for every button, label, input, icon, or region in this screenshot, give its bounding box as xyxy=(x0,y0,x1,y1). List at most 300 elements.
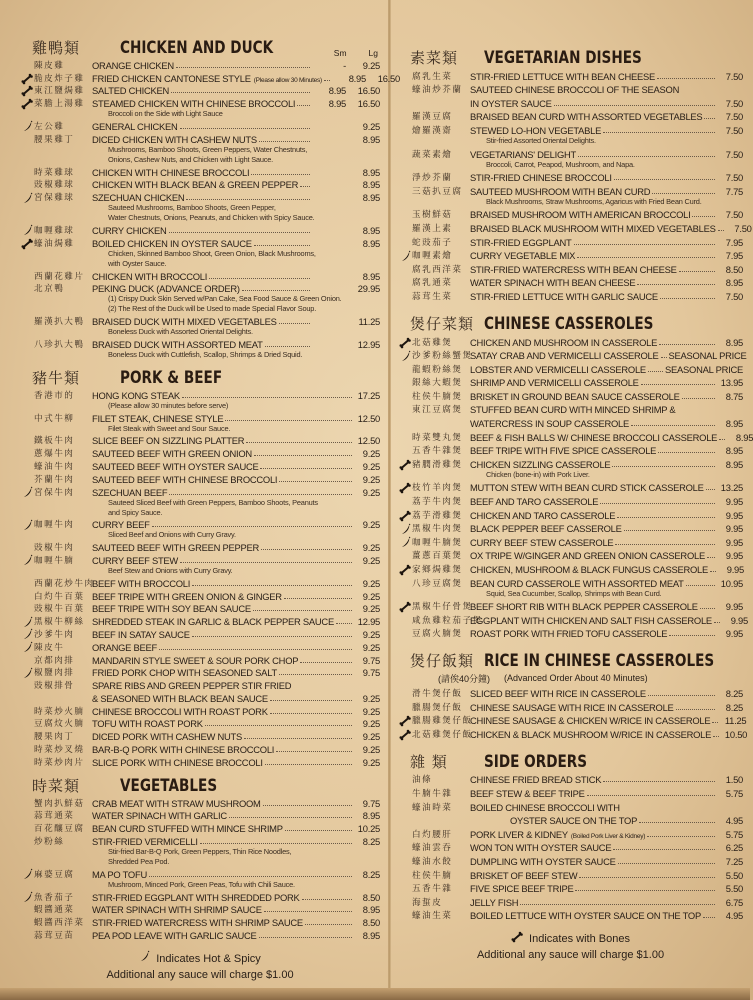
menu-item[interactable] xyxy=(398,122,743,136)
menu-item[interactable] xyxy=(398,402,743,416)
item-name: SZECHUAN CHICKEN xyxy=(92,192,185,204)
menu-item[interactable] xyxy=(398,248,743,262)
menu-item[interactable] xyxy=(398,288,743,302)
menu-item[interactable] xyxy=(398,220,752,234)
item-price: 1.50 xyxy=(725,774,743,786)
item-chinese-name: 豉椒牛百葉 xyxy=(34,604,85,615)
menu-item[interactable] xyxy=(20,729,380,742)
item-price: 6.75 xyxy=(725,896,743,908)
section-chinese-title: 煲仔菜類 xyxy=(410,314,475,333)
dot-leader xyxy=(246,442,352,443)
menu-item[interactable] xyxy=(20,576,380,589)
subtitle-chinese: (請俟40分鐘) xyxy=(438,673,491,684)
dot-leader xyxy=(660,298,715,299)
item-name: WATER SPINACH WITH BEAN CHEESE xyxy=(470,277,636,289)
mark-spacer xyxy=(20,543,34,553)
item-description: Filet Steak with Sweet and Sour Sauce. xyxy=(108,423,231,433)
item-price-large: 8.95 xyxy=(362,166,380,178)
item-name: WATER SPINACH WITH SHRIMP SAUCE xyxy=(92,904,262,916)
item-price: 8.25 xyxy=(725,687,743,699)
menu-item[interactable] xyxy=(20,485,380,498)
menu-item[interactable] xyxy=(398,480,743,494)
item-name: BEEF TRIPE WITH SOY BEAN SAUCE xyxy=(92,603,251,615)
menu-item[interactable] xyxy=(20,269,380,282)
item-chinese-name: 蠔油雲吞 xyxy=(412,843,453,854)
menu-item[interactable] xyxy=(20,640,380,653)
dot-leader xyxy=(200,843,352,844)
mark-spacer xyxy=(398,689,412,699)
item-description: Squid, Sea Cucumber, Scallop, Shrimps with Bean Curd. xyxy=(486,588,662,598)
dot-leader xyxy=(259,937,352,938)
menu-item[interactable] xyxy=(398,772,743,786)
mark-spacer xyxy=(20,707,34,717)
item-chinese-name: 魚香茄子 xyxy=(34,892,75,903)
section-header xyxy=(398,36,743,68)
menu-item[interactable] xyxy=(20,796,380,809)
item-name: STIR-FRIED WATERCRESS WITH BEAN CHEESE xyxy=(470,263,677,275)
item-price: 9.25 xyxy=(362,641,380,653)
menu-item[interactable] xyxy=(398,726,748,740)
menu-item[interactable] xyxy=(20,653,380,666)
menu-item[interactable] xyxy=(20,96,380,109)
dot-leader xyxy=(300,662,352,663)
chili-pepper-icon xyxy=(398,251,412,261)
item-name-text: FRIED CHICKEN CANTONESE STYLE xyxy=(92,72,251,84)
item-name: SALTED CHICKEN xyxy=(92,85,170,97)
dot-leader xyxy=(669,635,715,636)
item-price-large: 8.95 xyxy=(362,179,380,191)
menu-item[interactable] xyxy=(398,207,743,221)
menu-item[interactable] xyxy=(398,146,743,160)
menu-item[interactable] xyxy=(20,71,400,84)
menu-item[interactable] xyxy=(398,534,743,548)
dot-leader xyxy=(615,544,715,545)
item-chinese-name: 沙爹粉絲蟹煲 xyxy=(412,351,473,362)
mark-spacer xyxy=(20,462,34,472)
item-price: 8.95 xyxy=(725,336,743,348)
item-chinese-name: 咖喱牛腩煲 xyxy=(412,537,463,548)
item-name: ROAST PORK WITH FRIED TOFU CASSEROLE xyxy=(470,628,668,640)
menu-item[interactable] xyxy=(20,704,380,717)
dot-leader xyxy=(603,781,715,782)
mark-spacer xyxy=(398,911,412,921)
bone-icon xyxy=(398,602,412,612)
mark-spacer xyxy=(398,224,412,234)
item-chinese-name: 蔥爆牛肉 xyxy=(34,449,75,460)
dot-leader xyxy=(579,877,715,878)
menu-item[interactable] xyxy=(398,548,743,562)
item-chinese-name: 炒粉絲 xyxy=(34,837,65,848)
item-chinese-name: 龍蝦粉絲煲 xyxy=(412,364,463,375)
menu-item[interactable] xyxy=(398,261,743,275)
item-chinese-name: 油條 xyxy=(412,775,433,786)
mark-spacer xyxy=(20,340,34,350)
dot-leader xyxy=(554,105,715,106)
item-name: SAUTEED BEEF WITH CHINESE BROCCOLI xyxy=(92,473,278,485)
item-chinese-name: 蝦醬通菜 xyxy=(34,905,75,916)
mark-spacer xyxy=(398,99,412,109)
item-chinese-name: 中式牛柳 xyxy=(34,413,75,424)
bone-icon xyxy=(20,239,34,249)
item-price: 9.75 xyxy=(362,667,380,679)
menu-item[interactable] xyxy=(398,685,743,699)
item-chinese-name: 蔬菜素燴 xyxy=(412,149,453,160)
item-price-large: 8.95 xyxy=(362,270,380,282)
mark-spacer xyxy=(398,629,412,639)
item-price: 9.25 xyxy=(362,731,380,743)
dot-leader xyxy=(679,271,715,272)
menu-item[interactable] xyxy=(20,58,380,71)
item-name: STUFFED BEAN CURD WITH MINCED SHRIMP & xyxy=(470,404,676,416)
item-chinese-name: 蝦醬西洋菜 xyxy=(34,918,85,929)
menu-item[interactable] xyxy=(398,575,743,589)
item-name: STIR-FRIED LETTUCE WITH GARLIC SAUCE xyxy=(470,290,658,302)
menu-item[interactable] xyxy=(20,589,380,602)
dot-leader xyxy=(648,695,715,696)
item-chinese-name: 黑椒牛仔骨煲 xyxy=(412,602,473,613)
item-price: 9.25 xyxy=(362,542,380,554)
dot-leader xyxy=(658,452,715,453)
item-chinese-name: 時菜炒肉片 xyxy=(34,757,85,768)
item-name: WON TON WITH OYSTER SAUCE xyxy=(470,842,612,854)
menu-item[interactable] xyxy=(398,612,748,626)
item-chinese-name: 陳皮牛 xyxy=(34,642,65,653)
menu-item[interactable] xyxy=(20,518,380,531)
item-chinese-name: 牛腩牛雜 xyxy=(412,788,453,799)
menu-item[interactable] xyxy=(398,493,743,507)
item-price: 5.75 xyxy=(725,787,743,799)
item-description: Mushrooms, Bamboo Shoots, Green Peppers, Water Chestnuts, xyxy=(108,144,308,154)
item-price: 12.50 xyxy=(357,412,380,424)
item-name: STIR-FRIED VERMICELLI xyxy=(92,836,198,848)
mark-spacer xyxy=(398,72,412,82)
item-chinese-name: 家鄉焗雞煲 xyxy=(412,565,463,575)
menu-item[interactable] xyxy=(398,170,743,184)
menu-item[interactable] xyxy=(20,388,380,401)
bone-icon xyxy=(398,338,412,348)
menu-item[interactable] xyxy=(20,903,380,916)
item-name: PEKING DUCK (ADVANCE ORDER) xyxy=(92,283,240,295)
item-chinese-name: 腐乳生菜 xyxy=(412,71,453,82)
menu-item[interactable] xyxy=(20,678,380,691)
menu-item[interactable] xyxy=(20,178,380,191)
menu-item[interactable] xyxy=(398,599,743,613)
item-price-large: 12.95 xyxy=(357,338,380,350)
menu-item[interactable] xyxy=(20,314,380,327)
mark-spacer xyxy=(20,811,34,821)
menu-item[interactable] xyxy=(398,95,743,109)
menu-item[interactable] xyxy=(20,540,380,553)
item-name: BRAISED DUCK WITH ASSORTED MEAT xyxy=(92,338,263,350)
mark-spacer xyxy=(398,884,412,894)
item-chinese-name: 玉樹鮮菇 xyxy=(412,210,453,221)
menu-item[interactable] xyxy=(20,282,380,295)
item-name: SAUTEED BEEF WITH GREEN PEPPER xyxy=(92,542,260,554)
menu-item[interactable] xyxy=(20,84,380,97)
menu-item[interactable] xyxy=(398,521,743,535)
item-chinese-name: 咖喱牛腩 xyxy=(34,555,75,566)
menu-item[interactable] xyxy=(20,614,380,627)
legend-footer xyxy=(398,931,743,963)
menu-item[interactable] xyxy=(20,691,380,704)
item-price: 7.50 xyxy=(734,222,752,234)
item-name: MUTTON STEW WITH BEAN CURD STICK CASSEROLE xyxy=(470,482,704,494)
menu-item[interactable] xyxy=(398,456,743,470)
menu-item[interactable] xyxy=(398,348,747,362)
item-description: Broccoli, Carrot, Peapod, Mushroom, and Napa. xyxy=(486,159,635,169)
menu-item[interactable] xyxy=(398,234,743,248)
dot-leader xyxy=(617,517,715,518)
item-chinese-name: 蒜茸豆苗 xyxy=(34,931,75,942)
menu-item[interactable] xyxy=(20,890,380,903)
item-price: 8.95 xyxy=(362,810,380,822)
item-name: LOBSTER AND VERMICELLI CASSEROLE xyxy=(470,363,646,375)
menu-item[interactable] xyxy=(398,626,743,640)
menu-item[interactable] xyxy=(398,713,747,727)
menu-item[interactable] xyxy=(398,388,743,402)
item-name: VEGETARIANS' DELIGHT xyxy=(470,148,577,160)
menu-item[interactable] xyxy=(20,666,380,679)
item-price: 4.95 xyxy=(725,815,743,827)
item-name: BEEF AND TARO CASSEROLE xyxy=(470,496,599,508)
dot-leader xyxy=(285,830,352,831)
item-name: SAUTEED MUSHROOM WITH BEAN CURD xyxy=(470,185,651,197)
item-name: CHICKEN, MUSHROOM & BLACK FUNGUS CASSEROLE xyxy=(470,564,708,575)
item-description: Sauteed Mushrooms, Bamboo Shoots, Green Pepper, xyxy=(108,203,276,213)
bone-icon xyxy=(398,716,412,726)
dot-leader xyxy=(284,598,352,599)
menu-item[interactable] xyxy=(20,821,380,834)
item-chinese-name: 咸魚雞粒茄子煲 xyxy=(412,615,483,626)
menu-item[interactable] xyxy=(398,68,743,82)
item-chinese-name: 柱侯牛腩煲 xyxy=(412,391,463,402)
item-name: STIR-FRIED LETTUCE WITH BEAN CHEESE xyxy=(470,70,656,82)
chili-pepper-icon xyxy=(20,630,34,640)
item-name: CHICKEN AND MUSHROOM IN CASSEROLE xyxy=(470,336,658,348)
item-name: STIR-FRIED EGGPLANT xyxy=(470,236,572,248)
item-chinese-name: 柱侯牛腩 xyxy=(412,870,453,881)
item-chinese-name: 腐乳通菜 xyxy=(412,278,453,289)
item-name: CURRY BEEF STEW CASSEROLE xyxy=(470,536,614,548)
menu-item[interactable] xyxy=(20,190,380,203)
dot-leader xyxy=(186,199,310,200)
size-labels xyxy=(334,48,380,58)
mark-spacer xyxy=(20,168,34,178)
dot-leader xyxy=(575,890,715,891)
mark-spacer xyxy=(20,837,34,847)
menu-item[interactable] xyxy=(398,813,743,827)
menu-item[interactable] xyxy=(20,834,380,847)
item-chinese-name: 豉椒雞球 xyxy=(34,180,75,191)
dot-leader xyxy=(176,67,310,68)
dot-leader xyxy=(704,118,715,119)
section-title: VEGETARIAN DISHES xyxy=(484,48,642,68)
menu-item[interactable] xyxy=(398,443,743,457)
menu-item[interactable] xyxy=(398,109,743,123)
menu-item[interactable] xyxy=(20,119,380,132)
item-name: BRISKET IN GROUND BEAN SAUCE CASSEROLE xyxy=(470,390,680,402)
item-chinese-name: 香港市的 xyxy=(34,390,75,401)
menu-item[interactable] xyxy=(398,867,743,881)
item-price: 9.95 xyxy=(725,550,743,562)
dot-leader xyxy=(254,455,352,456)
item-note: (Please allow 30 Minutes) xyxy=(253,76,322,84)
item-price: 13.25 xyxy=(720,482,743,494)
dot-leader xyxy=(648,371,663,372)
item-name: SLICE PORK WITH CHINESE BROCCOLI xyxy=(92,756,263,768)
chili-pepper-icon xyxy=(398,524,412,534)
menu-item[interactable] xyxy=(398,429,753,443)
item-price: 9.95 xyxy=(725,523,743,535)
menu-item[interactable] xyxy=(20,553,380,566)
dot-leader xyxy=(637,284,715,285)
item-name: CHINESE BROCCOLI WITH ROAST PORK xyxy=(92,705,268,717)
mark-spacer xyxy=(20,436,34,446)
menu-item[interactable] xyxy=(20,459,380,472)
dot-leader xyxy=(276,751,352,752)
menu-item[interactable] xyxy=(20,809,380,822)
item-description: Onions, Cashew Nuts, and Chicken with Light Sauce. xyxy=(108,154,274,164)
menu-item[interactable] xyxy=(20,602,380,615)
dot-leader xyxy=(686,585,715,586)
menu-item[interactable] xyxy=(398,881,743,895)
chili-pepper-icon xyxy=(20,520,34,530)
bone-icon xyxy=(20,99,34,109)
menu-item[interactable] xyxy=(20,165,380,178)
menu-item[interactable] xyxy=(398,785,743,799)
item-price-small: 8.95 xyxy=(348,72,366,84)
dot-leader xyxy=(603,132,715,133)
item-chinese-name: 燴羅漢齋 xyxy=(412,125,453,136)
dot-leader xyxy=(180,128,310,129)
item-price: 9.75 xyxy=(362,797,380,809)
dot-leader xyxy=(631,425,715,426)
item-name: STEAMED CHICKEN WITH CHINESE BROCCOLI xyxy=(92,98,296,110)
item-description: Mushroom, Minced Pork, Green Peas, Tofu with Chili Sauce. xyxy=(108,879,295,889)
mark-spacer xyxy=(398,830,412,840)
menu-item[interactable] xyxy=(398,840,743,854)
item-price: 9.25 xyxy=(362,554,380,566)
item-price: 7.50 xyxy=(725,111,743,123)
mark-spacer xyxy=(398,803,412,813)
item-name: STEWED LO-HON VEGETABLE xyxy=(470,124,602,136)
menu-item[interactable] xyxy=(20,928,380,941)
mark-spacer xyxy=(20,391,34,401)
mark-spacer xyxy=(398,446,412,456)
chili-pepper-icon xyxy=(20,122,34,132)
item-price: 7.50 xyxy=(725,172,743,184)
menu-item[interactable] xyxy=(398,894,743,908)
item-name: BEAN CURD STUFFED WITH MINCE SHRIMP xyxy=(92,823,283,835)
menu-item[interactable] xyxy=(398,699,743,713)
bone-icon xyxy=(398,730,412,740)
section-header xyxy=(20,30,380,58)
subtitle-english: (Advanced Order About 40 Minutes) xyxy=(504,673,648,684)
menu-item[interactable] xyxy=(398,361,743,375)
menu-item[interactable] xyxy=(398,183,743,197)
item-name: SPARE RIBS AND GREEN PEPPER STIR FRIED xyxy=(92,680,292,692)
item-chinese-name: 薑蔥百葉煲 xyxy=(412,551,463,562)
menu-item[interactable] xyxy=(398,507,743,521)
item-price: 8.25 xyxy=(362,868,380,880)
menu-item[interactable] xyxy=(20,223,380,236)
menu-item[interactable] xyxy=(20,472,380,485)
item-name: BOILED LETTUCE WITH OYSTER SAUCE ON THE TOP xyxy=(470,910,701,922)
menu-item[interactable] xyxy=(398,908,743,922)
section-chinese-title: 煲仔飯類 xyxy=(410,652,475,671)
item-chinese-name: 咖喱牛肉 xyxy=(34,520,75,531)
item-chinese-name: 五香牛雜煲 xyxy=(412,446,463,457)
item-description: Boneless Duck with Assorted Oriental Delights. xyxy=(108,327,253,337)
bone-icon xyxy=(20,74,34,84)
mark-spacer xyxy=(20,592,34,602)
mark-spacer xyxy=(398,265,412,275)
menu-item[interactable] xyxy=(398,82,743,96)
item-name: BOILED CHINESE BROCCOLI WITH xyxy=(470,801,620,813)
item-description: Sauteed Sliced Beef with Green Peppers, Bamboo Shoots, Peanuts xyxy=(108,497,318,507)
dot-leader xyxy=(279,323,310,324)
item-price: 8.75 xyxy=(725,390,743,402)
dot-leader xyxy=(661,357,667,358)
mark-spacer xyxy=(398,871,412,881)
menu-item[interactable] xyxy=(20,132,380,145)
menu-item[interactable] xyxy=(398,415,743,429)
menu-item[interactable] xyxy=(20,755,380,768)
item-chinese-name: 菜膽上湯雞 xyxy=(34,99,85,110)
item-chinese-name: 豉椒排骨 xyxy=(34,681,75,692)
menu-item[interactable] xyxy=(20,337,380,350)
bone-icon xyxy=(398,565,412,575)
menu-item[interactable] xyxy=(398,799,743,813)
item-description: Sliced Beef and Onions with Curry Gravy. xyxy=(108,530,236,540)
mark-spacer xyxy=(398,150,412,160)
section-title: CHICKEN AND DUCK xyxy=(120,38,274,58)
menu-item[interactable] xyxy=(398,853,743,867)
menu-item[interactable] xyxy=(20,411,380,424)
menu-item[interactable] xyxy=(20,627,380,640)
item-name: PEA POD LEAVE WITH GARLIC SAUCE xyxy=(92,930,257,942)
item-name: CURRY CHICKEN xyxy=(92,224,167,236)
menu-section xyxy=(398,302,753,640)
item-chinese-name: 淨炒芥蘭 xyxy=(412,173,453,184)
menu-item[interactable] xyxy=(398,826,743,840)
dot-leader xyxy=(300,186,310,187)
item-price: 8.95 xyxy=(725,418,743,430)
menu-item[interactable] xyxy=(398,375,743,389)
menu-item[interactable] xyxy=(398,334,743,348)
section-header xyxy=(398,302,743,334)
menu-item[interactable] xyxy=(20,742,380,755)
menu-item[interactable] xyxy=(20,717,380,730)
item-price-large: 11.25 xyxy=(358,316,380,328)
dot-leader xyxy=(259,141,310,142)
item-price: 9.25 xyxy=(362,519,380,531)
menu-item[interactable] xyxy=(20,867,380,880)
item-price: 5.50 xyxy=(725,869,743,881)
menu-item[interactable] xyxy=(20,236,380,249)
item-name: SLICED BEEF WITH RICE IN CASSEROLE xyxy=(470,687,646,699)
menu-item[interactable] xyxy=(398,275,743,289)
dot-leader xyxy=(336,623,352,624)
menu-item[interactable] xyxy=(398,561,743,575)
menu-left-column xyxy=(20,30,400,983)
item-name: CHICKEN AND TARO CASSEROLE xyxy=(470,509,616,521)
menu-item[interactable] xyxy=(20,446,380,459)
menu-item[interactable] xyxy=(20,915,380,928)
menu-item[interactable] xyxy=(20,434,380,447)
dot-leader xyxy=(159,649,352,650)
dot-leader xyxy=(169,494,352,495)
